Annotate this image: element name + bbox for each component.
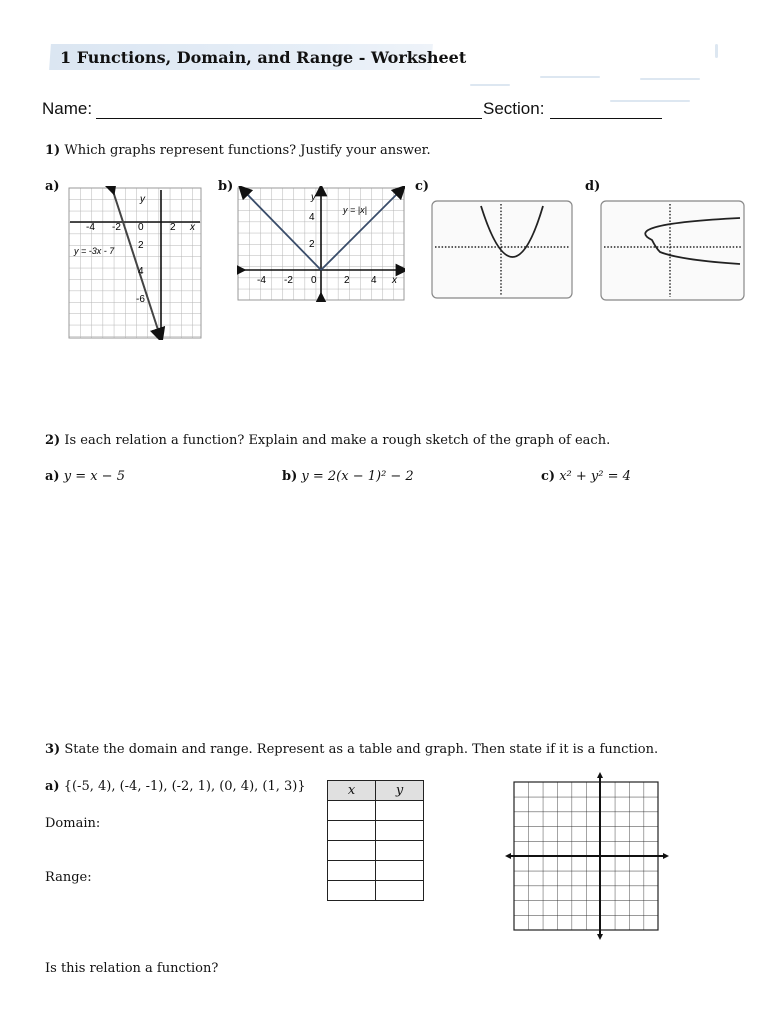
tick-label: 0 bbox=[138, 222, 144, 233]
table-cell[interactable] bbox=[376, 881, 424, 901]
table-cell[interactable] bbox=[376, 821, 424, 841]
equation-label: y = |x| bbox=[343, 205, 367, 215]
y-axis-label: y bbox=[311, 192, 316, 203]
range-label: Range: bbox=[45, 870, 92, 885]
decorative-stroke bbox=[470, 84, 510, 86]
domain-label: Domain: bbox=[45, 816, 101, 831]
x-axis-label: x bbox=[392, 275, 397, 286]
table-cell[interactable] bbox=[376, 861, 424, 881]
tick-label: -2 bbox=[284, 275, 293, 286]
page-title: 1 Functions, Domain, and Range - Worksheet bbox=[60, 48, 467, 67]
q2-part-c bbox=[541, 469, 631, 484]
tick-label: 2 bbox=[138, 240, 144, 251]
tick-label: -4 bbox=[257, 275, 266, 286]
graph-frame bbox=[432, 201, 572, 298]
graph-frame bbox=[601, 201, 744, 300]
graph-d bbox=[600, 200, 745, 302]
name-field[interactable] bbox=[96, 118, 482, 119]
question-number: 1) bbox=[45, 143, 61, 158]
xy-table bbox=[327, 780, 424, 901]
ordered-pairs: {(-5, 4), (-4, -1), (-2, 1), (0, 4), (1, 3)} bbox=[63, 779, 306, 794]
table-cell[interactable] bbox=[328, 881, 376, 901]
section-field[interactable] bbox=[550, 118, 662, 119]
y-axis-label: y bbox=[140, 194, 145, 205]
table-header-y: y bbox=[376, 781, 424, 801]
table-cell[interactable] bbox=[376, 841, 424, 861]
part-label: a) bbox=[45, 469, 60, 484]
question-text: State the domain and range. Represent as a table and graph. Then state if it is a function. bbox=[64, 742, 659, 757]
part-label-d: d) bbox=[585, 179, 601, 194]
tick-label: 2 bbox=[344, 275, 350, 286]
table-cell[interactable] bbox=[328, 821, 376, 841]
graph-a bbox=[68, 186, 202, 340]
table-cell[interactable] bbox=[328, 861, 376, 881]
question-text: Is each relation a function? Explain and make a rough sketch of the graph of each. bbox=[64, 433, 611, 448]
x-axis-label: x bbox=[190, 222, 195, 233]
table-cell[interactable] bbox=[376, 801, 424, 821]
name-label: Name: bbox=[42, 99, 93, 118]
equation-label: y = -3x - 7 bbox=[74, 246, 115, 256]
part-label-c: c) bbox=[415, 179, 430, 194]
q2-part-a bbox=[45, 469, 125, 484]
equation: y = 2(x − 1)² − 2 bbox=[301, 469, 414, 484]
equation: y = x − 5 bbox=[63, 469, 125, 484]
decorative-stroke bbox=[640, 78, 700, 80]
decorative-stroke bbox=[540, 76, 600, 78]
arrow-left-icon bbox=[505, 853, 511, 859]
part-label-a: a) bbox=[45, 179, 60, 194]
q2-part-b bbox=[282, 469, 414, 484]
question-2 bbox=[45, 433, 610, 448]
q3-part-a bbox=[45, 779, 306, 794]
grid bbox=[69, 188, 201, 338]
arrow-down-icon bbox=[597, 934, 603, 940]
graph-b bbox=[237, 186, 405, 302]
table-cell[interactable] bbox=[328, 801, 376, 821]
blank-coordinate-grid[interactable] bbox=[505, 772, 669, 940]
arrow-right-icon bbox=[663, 853, 669, 859]
table-header-x: x bbox=[328, 781, 376, 801]
tick-label: 0 bbox=[311, 275, 317, 286]
tick-label: 4 bbox=[371, 275, 377, 286]
question-text: Which graphs represent functions? Justify your answer. bbox=[64, 143, 431, 158]
part-label: b) bbox=[282, 469, 298, 484]
tick-label: 4 bbox=[309, 212, 315, 223]
decorative-stroke bbox=[715, 44, 718, 58]
tick-label: 2 bbox=[170, 222, 176, 233]
part-label: a) bbox=[45, 779, 60, 794]
section-label: Section: bbox=[483, 99, 545, 118]
function-question: Is this relation a function? bbox=[45, 961, 219, 976]
table-cell[interactable] bbox=[328, 841, 376, 861]
arrow-up-icon bbox=[597, 772, 603, 778]
question-1 bbox=[45, 143, 431, 158]
tick-label: -4 bbox=[86, 222, 95, 233]
tick-label: -6 bbox=[136, 294, 145, 305]
tick-label: 4 bbox=[138, 266, 144, 277]
question-3 bbox=[45, 742, 658, 757]
question-number: 3) bbox=[45, 742, 61, 757]
part-label-b: b) bbox=[218, 179, 234, 194]
equation: x² + y² = 4 bbox=[559, 469, 631, 484]
decorative-stroke bbox=[610, 100, 690, 102]
question-number: 2) bbox=[45, 433, 61, 448]
part-label: c) bbox=[541, 469, 556, 484]
tick-label: 2 bbox=[309, 239, 315, 250]
graph-c bbox=[431, 200, 573, 300]
tick-label: -2 bbox=[112, 222, 121, 233]
